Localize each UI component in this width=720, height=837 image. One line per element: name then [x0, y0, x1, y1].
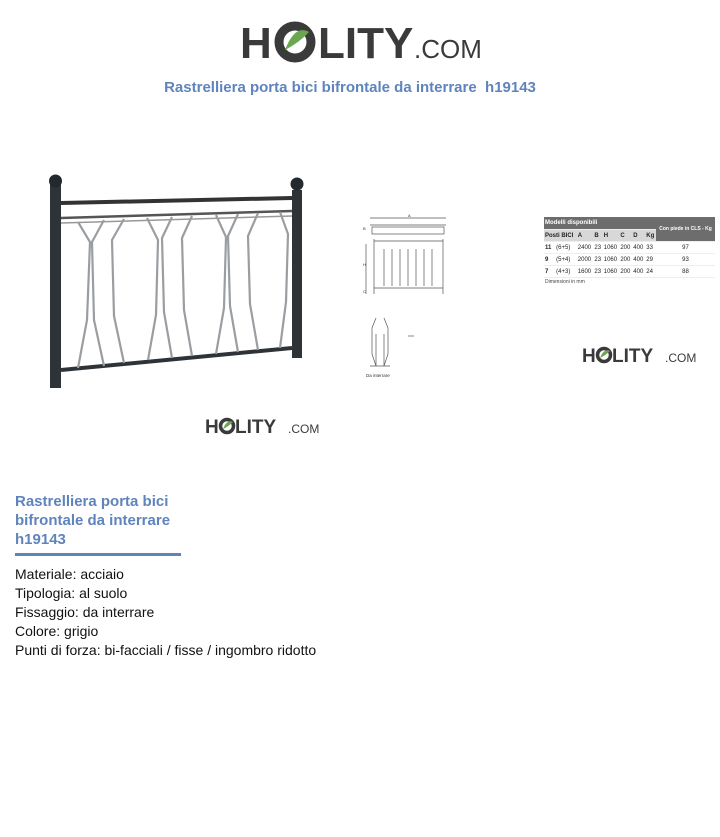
- property-row: Punti di forza: bi-facciali / fisse / ingombro ridotto: [15, 642, 317, 658]
- dim-b-label: B: [363, 226, 366, 231]
- dim-c-label: C: [363, 289, 366, 294]
- logo-letter-h: H: [205, 417, 219, 438]
- col-kg: Kg: [645, 230, 656, 242]
- property-row: Fissaggio: da interrare: [15, 604, 155, 620]
- drawing-caption: Da interrare: [366, 373, 390, 378]
- property-row: Materiale: acciaio: [15, 566, 124, 582]
- table-row: 9 (5+4) 2000 23 1060 200 400 29 93: [544, 254, 715, 266]
- table-row: 7 (4+3) 1600 23 1060 200 400 24 88: [544, 266, 715, 278]
- logo-o-icon: [598, 349, 611, 362]
- logo-o-icon: [279, 26, 311, 58]
- property-row: Colore: grigio: [15, 623, 99, 639]
- holity-logo[interactable]: [0, 12, 720, 70]
- col-posti: Posti BICI: [544, 230, 577, 242]
- logo-letter-h: H: [240, 19, 272, 68]
- product-properties: [15, 565, 316, 660]
- logo-word: LITY: [235, 417, 277, 438]
- col-d: D: [632, 230, 645, 242]
- page-title: Rastrelliera porta bici bifrontale da interrare h19143: [164, 79, 536, 96]
- models-table: [544, 217, 715, 278]
- col-h: H: [603, 230, 620, 242]
- table-row: 11 (6+5) 2400 23 1060 200 400 33 97: [544, 242, 715, 254]
- dim-h-label: H: [363, 262, 366, 267]
- logo-o-icon: [221, 420, 234, 433]
- holity-logo-table[interactable]: [582, 343, 702, 367]
- table-note: Dimensioni in mm: [545, 279, 585, 285]
- property-row: Tipologia: al suolo: [15, 585, 128, 601]
- col-c: C: [619, 230, 632, 242]
- col-b: B: [593, 230, 602, 242]
- logo-word: LITY: [612, 346, 654, 367]
- logo-word: LITY: [318, 19, 414, 68]
- table-side-header: Con piede in CLS - Kg: [656, 217, 715, 242]
- product-photo: [12, 160, 357, 450]
- technical-drawing: [360, 214, 455, 380]
- logo-letter-h: H: [582, 346, 596, 367]
- product-title: Rastrelliera porta bici bifrontale da interrare h19143: [15, 493, 171, 548]
- table-caption: Modelli disponibili: [544, 217, 656, 230]
- logo-suffix: .COM: [414, 34, 482, 64]
- logo-suffix: .COM: [665, 351, 697, 365]
- title-divider: [15, 553, 181, 556]
- col-a: A: [577, 230, 594, 242]
- logo-suffix: .COM: [288, 422, 320, 436]
- dim-a-label: A: [408, 214, 411, 218]
- holity-logo-photo[interactable]: [205, 414, 325, 438]
